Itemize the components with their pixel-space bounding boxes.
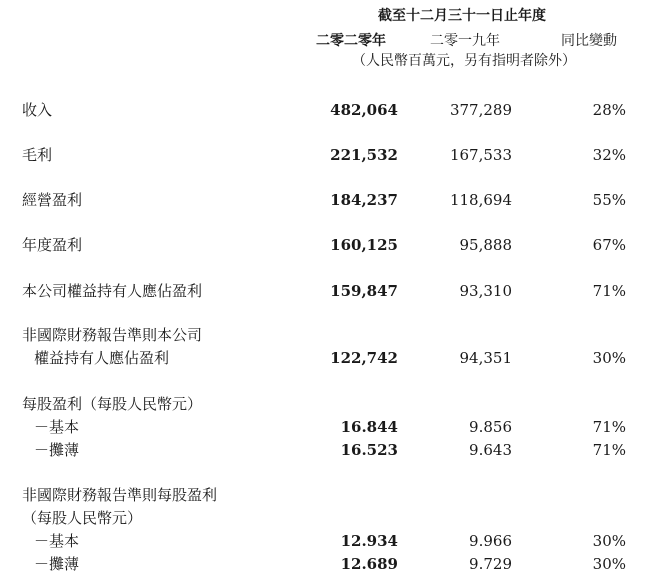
non-ifrs-eps-basic-2019: 9.966: [469, 532, 512, 550]
non-ifrs-eps-basic-yoy: 30%: [592, 532, 626, 550]
eps-diluted-2020: 16.523: [340, 441, 398, 459]
row-label-eps-diluted: －攤薄: [34, 441, 80, 459]
period-header: 截至十二月三十一日止年度: [378, 8, 546, 24]
eps-basic-yoy: 71%: [592, 418, 626, 436]
non-ifrs-eps-diluted-yoy: 30%: [592, 555, 626, 573]
gross-profit-2020: 221,532: [330, 146, 398, 164]
eps-diluted-yoy: 71%: [592, 441, 626, 459]
profit-for-year-2019: 95,888: [459, 236, 512, 254]
eps-diluted-2019: 9.643: [469, 441, 512, 459]
operating-profit-yoy: 55%: [592, 191, 626, 209]
non-ifrs-eps-basic-2020: 12.934: [340, 532, 398, 550]
non-ifrs-profit-yoy: 30%: [592, 349, 626, 367]
profit-attributable-2020: 159,847: [330, 282, 398, 300]
row-label-non-ifrs-eps-diluted: －攤薄: [34, 555, 80, 573]
row-label-revenue: 收入: [22, 101, 53, 119]
row-label-non-ifrs-profit-line2: 權益持有人應佔盈利: [34, 349, 170, 367]
row-label-eps-basic: －基本: [34, 418, 80, 436]
profit-for-year-2020: 160,125: [330, 236, 398, 254]
row-label-non-ifrs-eps-line1: 非國際財務報告準則每股盈利: [22, 486, 218, 504]
profit-attributable-yoy: 71%: [592, 282, 626, 300]
eps-basic-2019: 9.856: [469, 418, 512, 436]
revenue-2019: 377,289: [449, 101, 512, 119]
non-ifrs-eps-diluted-2020: 12.689: [340, 555, 398, 573]
non-ifrs-profit-2020: 122,742: [330, 349, 398, 367]
units-note: （人民幣百萬元，另有指明者除外）: [352, 53, 576, 69]
row-label-non-ifrs-eps-line2: （每股人民幣元）: [22, 509, 143, 527]
row-label-profit-for-year: 年度盈利: [22, 236, 83, 254]
row-label-profit-attributable: 本公司權益持有人應佔盈利: [22, 282, 203, 300]
column-header-2020: 二零二零年: [316, 33, 386, 49]
operating-profit-2020: 184,237: [330, 191, 398, 209]
revenue-yoy: 28%: [592, 101, 626, 119]
row-label-gross-profit: 毛利: [22, 146, 53, 164]
gross-profit-2019: 167,533: [449, 146, 512, 164]
gross-profit-yoy: 32%: [592, 146, 626, 164]
revenue-2020: 482,064: [330, 101, 398, 119]
row-label-non-ifrs-profit-line1: 非國際財務報告準則本公司: [22, 326, 203, 344]
profit-for-year-yoy: 67%: [592, 236, 626, 254]
column-header-2019: 二零一九年: [430, 33, 500, 49]
profit-attributable-2019: 93,310: [459, 282, 512, 300]
column-header-yoy: 同比變動: [561, 33, 617, 49]
eps-basic-2020: 16.844: [340, 418, 398, 436]
operating-profit-2019: 118,694: [449, 191, 512, 209]
non-ifrs-profit-2019: 94,351: [459, 349, 512, 367]
non-ifrs-eps-diluted-2019: 9.729: [469, 555, 512, 573]
row-label-non-ifrs-eps-basic: －基本: [34, 532, 80, 550]
row-label-operating-profit: 經營盈利: [22, 191, 83, 209]
row-label-eps: 每股盈利（每股人民幣元）: [22, 395, 203, 413]
